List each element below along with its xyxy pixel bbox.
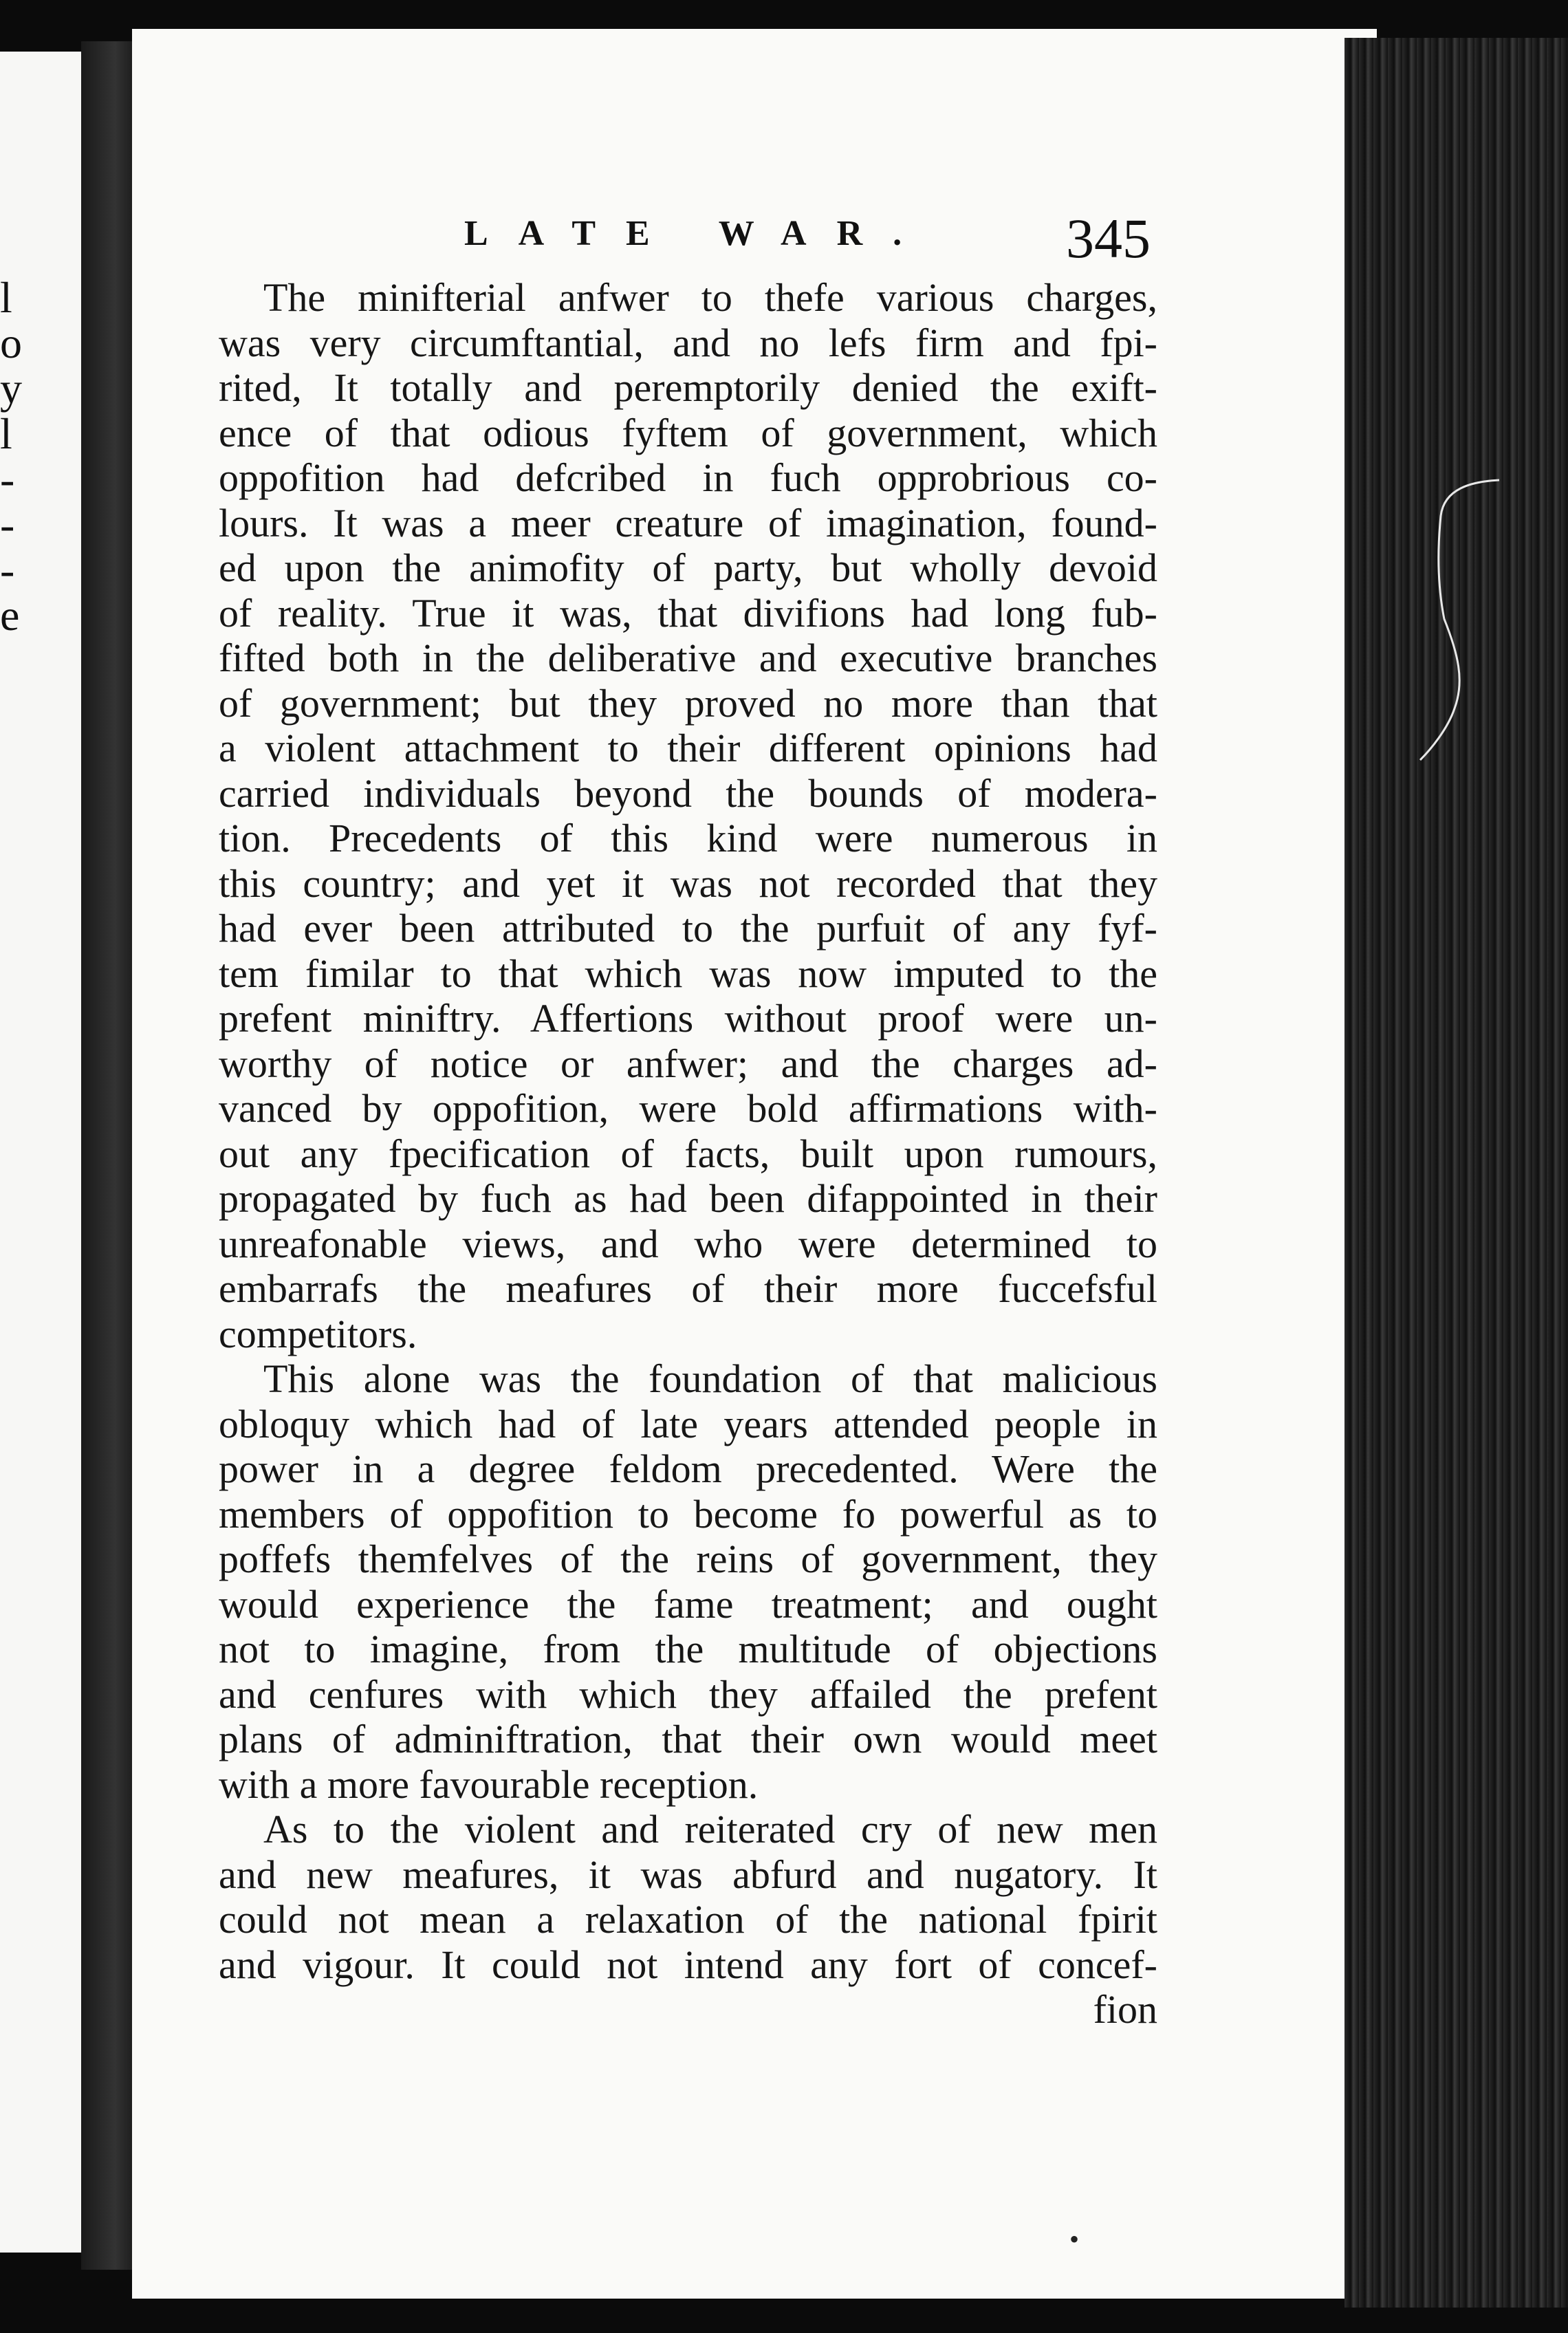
facing-page-fragment: - [0, 545, 15, 594]
facing-page-fragment: l [0, 273, 12, 322]
text-line: was very circumftantial, and no lefs firm and fpi- [219, 320, 1157, 365]
text-line: prefent miniftry. Affertions without proof were un- [219, 996, 1157, 1041]
text-line: poffefs themfelves of the reins of government, they [219, 1537, 1157, 1581]
text-line: of reality. True it was, that divifions had long fub- [219, 590, 1157, 636]
facing-page-fragment [0, 820, 21, 865]
text-line: had ever been attributed to the purfuit of any fyf- [219, 906, 1157, 951]
text-line: oppofition had defcribed in fuch opprobrious co- [219, 455, 1157, 500]
text-line: embarrafs the meafures of their more fuccefsful [219, 1266, 1157, 1311]
facing-page-fragment: - [0, 455, 15, 503]
text-line: not to imagine, from the multitude of objections [219, 1627, 1157, 1671]
facing-page-fragment: e [0, 591, 20, 640]
text-line: This alone was the foundation of that malicious [263, 1356, 1157, 1401]
text-line: this country; and yet it was not recorded that they [219, 860, 1157, 906]
text-line: of government; but they proved no more than that [219, 680, 1157, 726]
text-line: and cenfures with which they affailed the prefent [219, 1671, 1157, 1717]
text-line: competitors. [219, 1311, 417, 1356]
facing-page-fragment: y [0, 364, 22, 413]
text-line: unreafonable views, and who were determined to [219, 1221, 1157, 1266]
body-text [219, 275, 1157, 2032]
page-number: 345 [1066, 207, 1151, 270]
running-head: LATE WAR. [464, 214, 933, 253]
text-line: The minifterial anfwer to thefe various charges, [263, 275, 1157, 320]
text-line: ed upon the animofity of party, but wholly devoid [219, 545, 1157, 590]
facing-page-fragment: o [0, 318, 22, 367]
facing-page-fragment [0, 774, 21, 820]
text-line: As to the violent and reiterated cry of new men [263, 1807, 1157, 1852]
text-line: worthy of notice or anfwer; and the charges ad- [219, 1041, 1157, 1086]
text-line: rited, It totally and peremptorily denied the exift- [219, 365, 1157, 410]
facing-page-fragment [0, 638, 21, 684]
facing-page-fragment: - [0, 500, 15, 549]
text-line: propagated by fuch as had been difappointed in their [219, 1176, 1157, 1221]
text-line: would experience the fame treatment; and ought [219, 1581, 1157, 1627]
text-line: fifted both in the deliberative and executive branches [219, 636, 1157, 680]
page-stack-edge [1344, 38, 1568, 2308]
text-line: vanced by oppofition, were bold affirmations with- [219, 1086, 1157, 1131]
text-line: carried individuals beyond the bounds of modera- [219, 770, 1157, 816]
text-line: obloquy which had of late years attended people in [219, 1401, 1157, 1446]
text-line: members of oppofition to become fo powerful as to [219, 1491, 1157, 1537]
facing-page-fragment [0, 684, 21, 729]
text-line: and new meafures, it was abfurd and nugatory. It [219, 1852, 1157, 1897]
loose-thread [1417, 475, 1499, 763]
facing-page-text-fragments [0, 275, 21, 1238]
facing-page-fragment [0, 729, 21, 774]
catchword: fion [1093, 1987, 1157, 2032]
text-line: with a more favourable reception. [219, 1761, 759, 1807]
text-line: power in a degree feldom precedented. Were the [219, 1446, 1157, 1491]
text-line: out any fpecification of facts, built upon rumours, [219, 1131, 1157, 1176]
text-line: ence of that odious fyftem of government, which [219, 410, 1157, 455]
facing-page-fragment: l [0, 409, 12, 458]
text-line: tion. Precedents of this kind were numerous in [219, 816, 1157, 860]
text-line: and vigour. It could not intend any fort of concef- [219, 1942, 1157, 1987]
signature-mark: • [1069, 2224, 1080, 2255]
text-line: tem fimilar to that which was now imputed to the [219, 951, 1157, 996]
text-line: a violent attachment to their different opinions had [219, 726, 1157, 770]
text-line: could not mean a relaxation of the national fpirit [219, 1897, 1157, 1942]
text-line: plans of adminiftration, that their own would meet [219, 1717, 1157, 1761]
text-line: lours. It was a meer creature of imagination, found- [219, 500, 1157, 545]
